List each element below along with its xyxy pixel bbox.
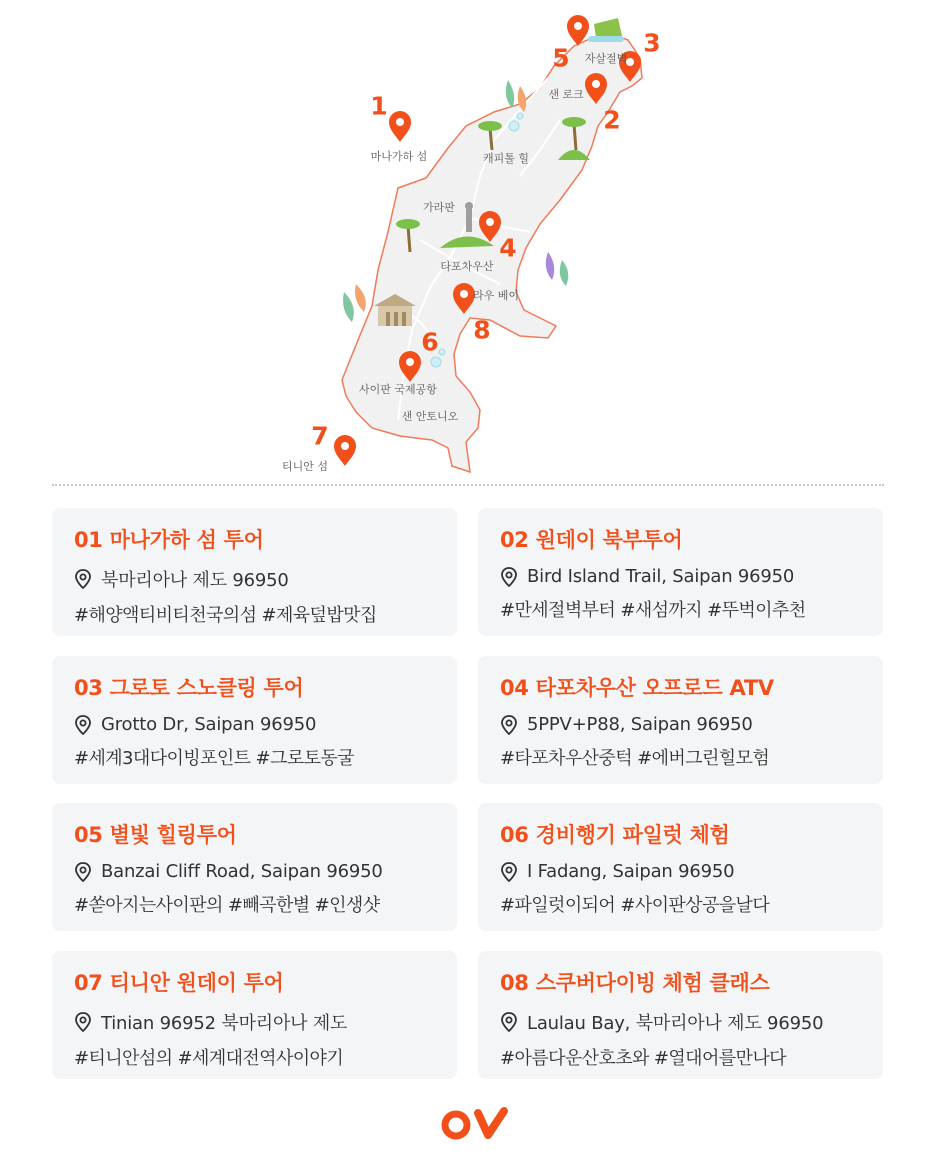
place-label-san-antonio: 샌 안토니오: [401, 410, 459, 423]
map-pin-dot: [486, 218, 494, 226]
tour-address-text: Banzai Cliff Road, Saipan 96950: [101, 861, 383, 882]
tour-address-text: 5PPV+P88, Saipan 96950: [527, 714, 753, 735]
pin-number-7: 7: [311, 421, 329, 451]
place-label-managaha: 마나가하 섬: [370, 150, 428, 163]
section-divider: [52, 484, 884, 486]
place-label-airport: 사이판 국제공항: [359, 383, 437, 396]
location-pin-icon: [74, 862, 92, 882]
pin-number-1: 1: [370, 91, 388, 121]
tour-address: [500, 714, 861, 735]
place-label-garapan: 가라판: [423, 201, 455, 214]
pin-number-4: 4: [499, 233, 517, 263]
tour-card-03[interactable]: [52, 656, 457, 784]
tour-hashtags: #해양액티비티천국의섬 #제육덮밥맛집: [74, 605, 377, 626]
tour-address-text: Tinian 96952 북마리아나 제도: [101, 1013, 348, 1034]
tour-hashtags: #티니안섬의 #세계대전역사이야기: [74, 1048, 344, 1069]
cliff-illustration: [588, 18, 624, 42]
map-pin-dot: [396, 118, 404, 126]
map-graphic: [0, 0, 936, 480]
location-pin-icon: [74, 569, 92, 589]
tour-hashtags: #파일럿이되어 #사이판상공을날다: [500, 895, 770, 916]
tour-address: [74, 1009, 435, 1035]
location-pin-icon: [74, 715, 92, 735]
tour-hashtags: #만세절벽부터 #새섬까지 #뚜벅이추천: [500, 600, 806, 621]
pin-number-2: 2: [603, 105, 621, 135]
location-pin-icon: [74, 1012, 92, 1032]
place-label-capitol-hill: 캐피톨 힐: [482, 152, 530, 165]
place-label-tinian: 티니안 섬: [281, 460, 329, 473]
tour-address-text: 북마리아나 제도 96950: [101, 570, 289, 591]
tour-card-05[interactable]: [52, 803, 457, 931]
tour-title: 01 마나가하 섬 투어: [74, 528, 264, 552]
map-pin-dot: [406, 358, 414, 366]
tour-address: [74, 566, 435, 592]
tour-address-text: Grotto Dr, Saipan 96950: [101, 714, 317, 735]
tour-card-04[interactable]: [478, 656, 883, 784]
tour-card-08[interactable]: [478, 951, 883, 1079]
map-pin-1[interactable]: [389, 111, 411, 142]
tour-card-06[interactable]: [478, 803, 883, 931]
pin-number-6: 6: [421, 327, 439, 357]
tour-card-07[interactable]: [52, 951, 457, 1079]
tour-address: [500, 566, 861, 587]
tour-address-text: I Fadang, Saipan 96950: [527, 861, 735, 882]
tour-address-text: Bird Island Trail, Saipan 96950: [527, 566, 795, 587]
tour-address: [500, 861, 861, 882]
location-pin-icon: [500, 862, 518, 882]
tour-title: 04 타포차우산 오프로드 ATV: [500, 676, 774, 700]
brand-logo-icon: [440, 1103, 512, 1143]
place-label-san-roque: 샌 로크: [548, 88, 584, 101]
tour-address: [500, 1009, 861, 1035]
location-pin-icon: [500, 715, 518, 735]
tour-title: 02 원데이 북부투어: [500, 528, 683, 552]
map-pin-7[interactable]: [334, 435, 356, 466]
tour-address-text: Laulau Bay, 북마리아나 제도 96950: [527, 1013, 824, 1034]
tour-title: 03 그로토 스노클링 투어: [74, 676, 304, 700]
place-label-suicide-cliff: 자살절벽: [584, 52, 628, 65]
tour-title: 08 스쿠버다이빙 체험 클래스: [500, 971, 770, 995]
tour-hashtags: #세계3대다이빙포인트 #그로토동굴: [74, 748, 354, 769]
map-pin-dot: [592, 80, 600, 88]
pin-number-5: 5: [552, 43, 570, 73]
tour-address: [74, 861, 435, 882]
tour-hashtags: #쏟아지는사이판의 #빼곡한별 #인생샷: [74, 895, 380, 916]
location-pin-icon: [500, 1012, 518, 1032]
tour-title: 06 경비행기 파일럿 체험: [500, 823, 730, 847]
pin-number-8: 8: [473, 315, 491, 345]
tour-title: 07 티니안 원데이 투어: [74, 971, 284, 995]
tour-hashtags: #타포차우산중턱 #에버그린힐모험: [500, 748, 770, 769]
tour-card-01[interactable]: [52, 508, 457, 636]
tour-card-02[interactable]: [478, 508, 883, 636]
place-label-laulau-bay: 라우 베이: [472, 289, 520, 302]
tour-hashtags: #아름다운산호초와 #열대어를만나다: [500, 1048, 786, 1069]
map-pin-dot: [341, 442, 349, 450]
saipan-map: [0, 0, 936, 480]
tour-address: [74, 714, 435, 735]
pin-number-3: 3: [643, 28, 661, 58]
map-pin-dot: [460, 290, 468, 298]
tour-title: 05 별빛 힐링투어: [74, 823, 237, 847]
map-pin-dot: [574, 22, 582, 30]
location-pin-icon: [500, 567, 518, 587]
place-label-mt-tapochau: 타포차우산: [440, 260, 494, 273]
